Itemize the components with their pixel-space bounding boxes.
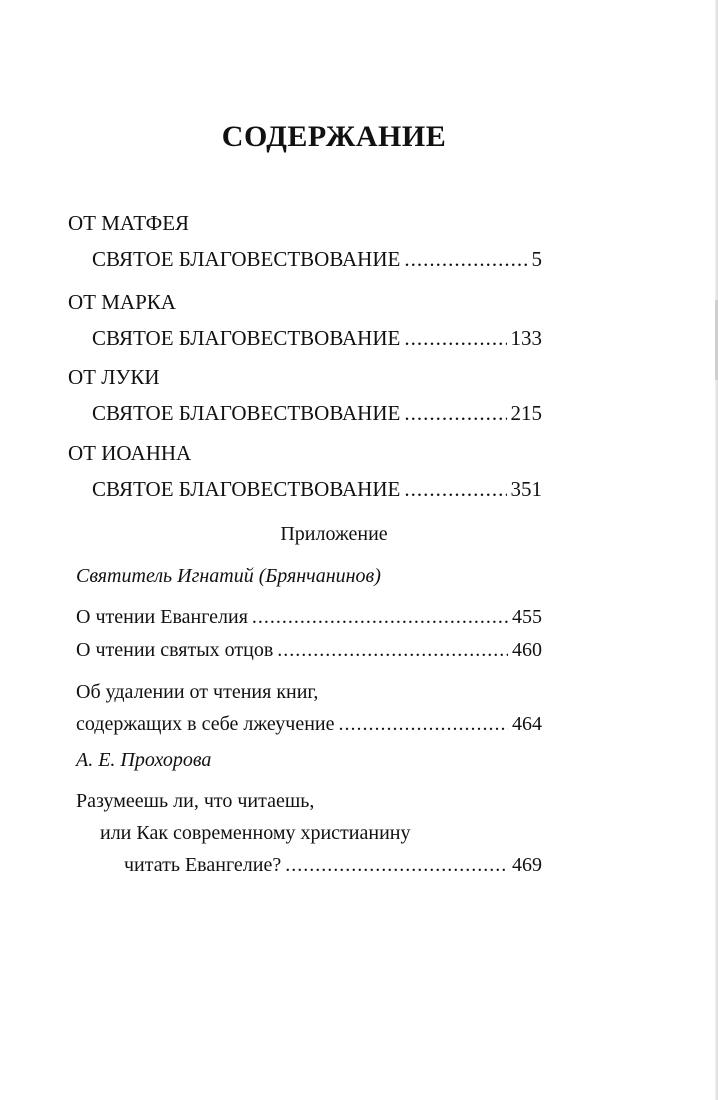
- author-name: А. Е. Прохорова: [76, 749, 212, 771]
- page-number: 351: [510, 477, 542, 501]
- toc-gospel-john: [68, 435, 542, 507]
- toc-entry: [76, 676, 542, 740]
- gospel-subtitle: СВЯТОЕ БЛАГОВЕСТВОВАНИЕ: [92, 477, 401, 501]
- dot-leader: [339, 708, 508, 740]
- dot-leader: [252, 601, 508, 633]
- toc-gospel-matthew: [68, 205, 542, 277]
- entry-title-line: Об удалении от чтения книг,: [76, 681, 319, 703]
- toc-line: [68, 395, 542, 431]
- entry-title-line: Разумеешь ли, что читаешь,: [76, 790, 315, 812]
- page-title: СОДЕРЖАНИЕ: [221, 120, 447, 153]
- toc-gospel-mark: [68, 284, 542, 356]
- dot-leader: [404, 241, 527, 277]
- toc-entry: [76, 601, 542, 633]
- toc-entry: [76, 634, 542, 666]
- page-number: 455: [512, 606, 542, 628]
- gospel-name: ОТ МАРКА: [68, 290, 176, 314]
- entry-title: читать Евангелие?: [124, 854, 282, 876]
- entry-title-line: или Как современному христианину: [100, 822, 411, 844]
- toc-line: [68, 320, 542, 356]
- gospel-name: ОТ МАТФЕЯ: [68, 211, 190, 235]
- toc-line: [76, 708, 542, 740]
- dot-leader: [404, 320, 506, 356]
- gospel-name: ОТ ИОАННА: [68, 441, 192, 465]
- page-number: 215: [510, 401, 542, 425]
- toc-entry: [76, 785, 542, 881]
- gospel-name: ОТ ЛУКИ: [68, 365, 160, 389]
- dot-leader: [404, 471, 506, 507]
- gospel-subtitle: СВЯТОЕ БЛАГОВЕСТВОВАНИЕ: [92, 326, 401, 350]
- toc-line: [76, 849, 542, 881]
- author-name: Святитель Игнатий (Брянчанинов): [76, 565, 381, 587]
- entry-title: содержащих в себе лжеучение: [76, 713, 335, 735]
- appendix-heading: Приложение: [280, 523, 388, 545]
- dot-leader: [285, 849, 508, 881]
- entry-title: О чтении Евангелия: [76, 606, 248, 628]
- toc-line: [76, 634, 542, 666]
- toc-gospel-luke: [68, 359, 542, 431]
- page-number: 5: [531, 247, 542, 271]
- toc-line: [68, 241, 542, 277]
- gospel-subtitle: СВЯТОЕ БЛАГОВЕСТВОВАНИЕ: [92, 401, 401, 425]
- page-number: 460: [512, 639, 542, 661]
- page-number: 133: [510, 326, 542, 350]
- dot-leader: [277, 634, 508, 666]
- entry-title: О чтении святых отцов: [76, 639, 274, 661]
- page-number: 464: [512, 713, 542, 735]
- dot-leader: [404, 395, 506, 431]
- toc-line: [76, 601, 542, 633]
- toc-line: [68, 471, 542, 507]
- gospel-subtitle: СВЯТОЕ БЛАГОВЕСТВОВАНИЕ: [92, 247, 401, 271]
- page-number: 469: [512, 854, 542, 876]
